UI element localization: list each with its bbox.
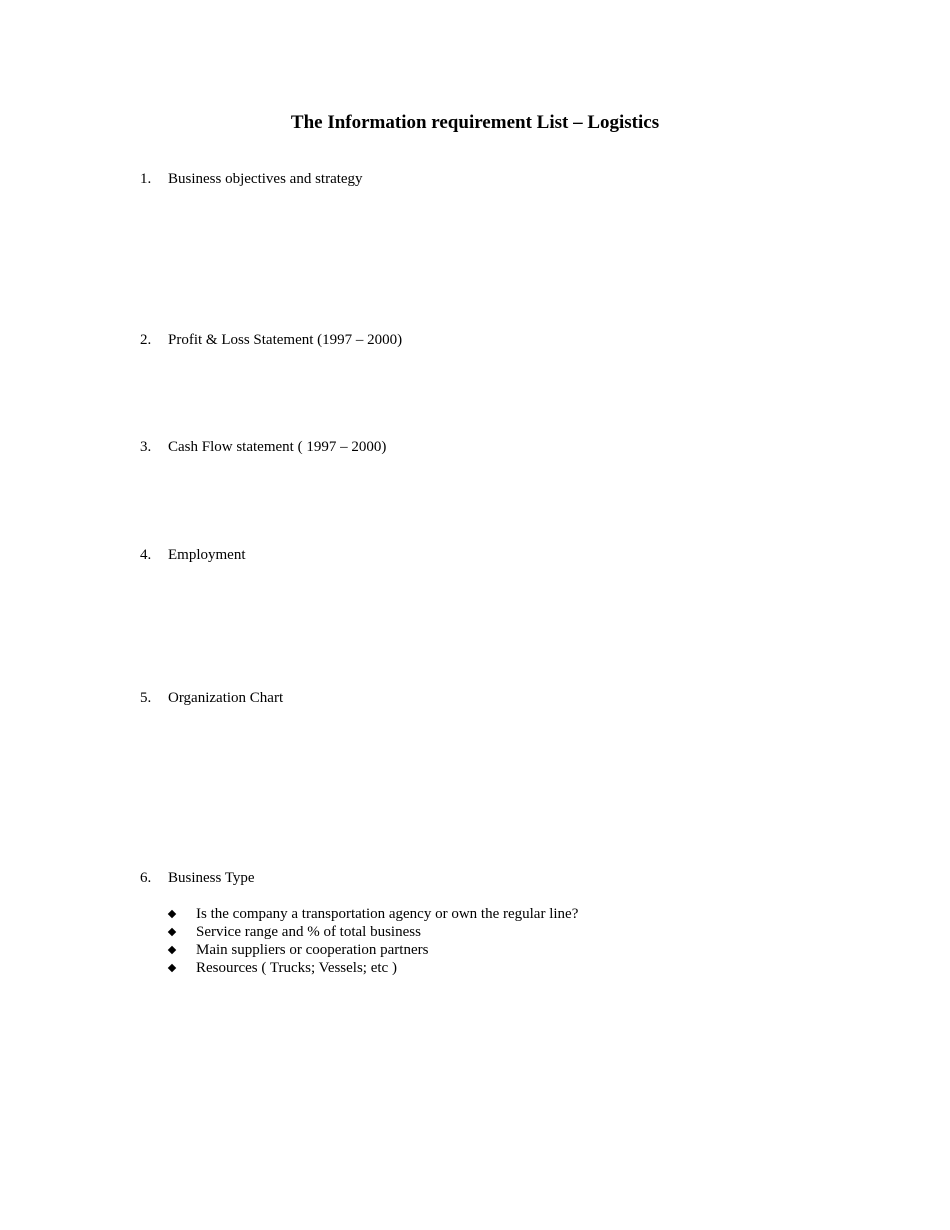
list-item-label: Business objectives and strategy bbox=[168, 171, 363, 187]
list-item-profit-loss bbox=[140, 331, 402, 349]
list-item-label: Cash Flow statement ( 1997 – 2000) bbox=[168, 439, 387, 455]
business-type-bullet-list bbox=[168, 905, 578, 977]
list-item-label: Organization Chart bbox=[168, 690, 284, 706]
list-item-employment bbox=[140, 546, 246, 564]
list-item-cash-flow bbox=[140, 438, 386, 456]
list-item-number: 1. bbox=[140, 171, 152, 187]
list-item-label: Employment bbox=[168, 547, 246, 563]
list-item-number: 4. bbox=[140, 547, 152, 563]
diamond-bullet-icon bbox=[168, 928, 176, 936]
bullet-item: Service range and % of total business bbox=[168, 923, 578, 941]
bullet-item: Is the company a transportation agency or own the regular line? bbox=[168, 905, 578, 923]
list-item-number: 2. bbox=[140, 332, 152, 348]
list-item-number: 5. bbox=[140, 690, 152, 706]
diamond-bullet-icon bbox=[168, 946, 176, 954]
bullet-item: Resources ( Trucks; Vessels; etc ) bbox=[168, 959, 578, 977]
list-item-business-type bbox=[140, 869, 255, 887]
diamond-bullet-icon bbox=[168, 910, 176, 918]
list-item-organization-chart bbox=[140, 689, 283, 707]
diamond-bullet-icon bbox=[168, 964, 176, 972]
page-title: The Information requirement List – Logistics bbox=[290, 112, 660, 133]
list-item-number: 6. bbox=[140, 870, 152, 886]
list-item-label: Profit & Loss Statement (1997 – 2000) bbox=[168, 332, 403, 348]
list-item-label: Business Type bbox=[168, 870, 255, 886]
bullet-item: Main suppliers or cooperation partners bbox=[168, 941, 578, 959]
list-item-business-objectives bbox=[140, 170, 363, 188]
list-item-number: 3. bbox=[140, 439, 152, 455]
